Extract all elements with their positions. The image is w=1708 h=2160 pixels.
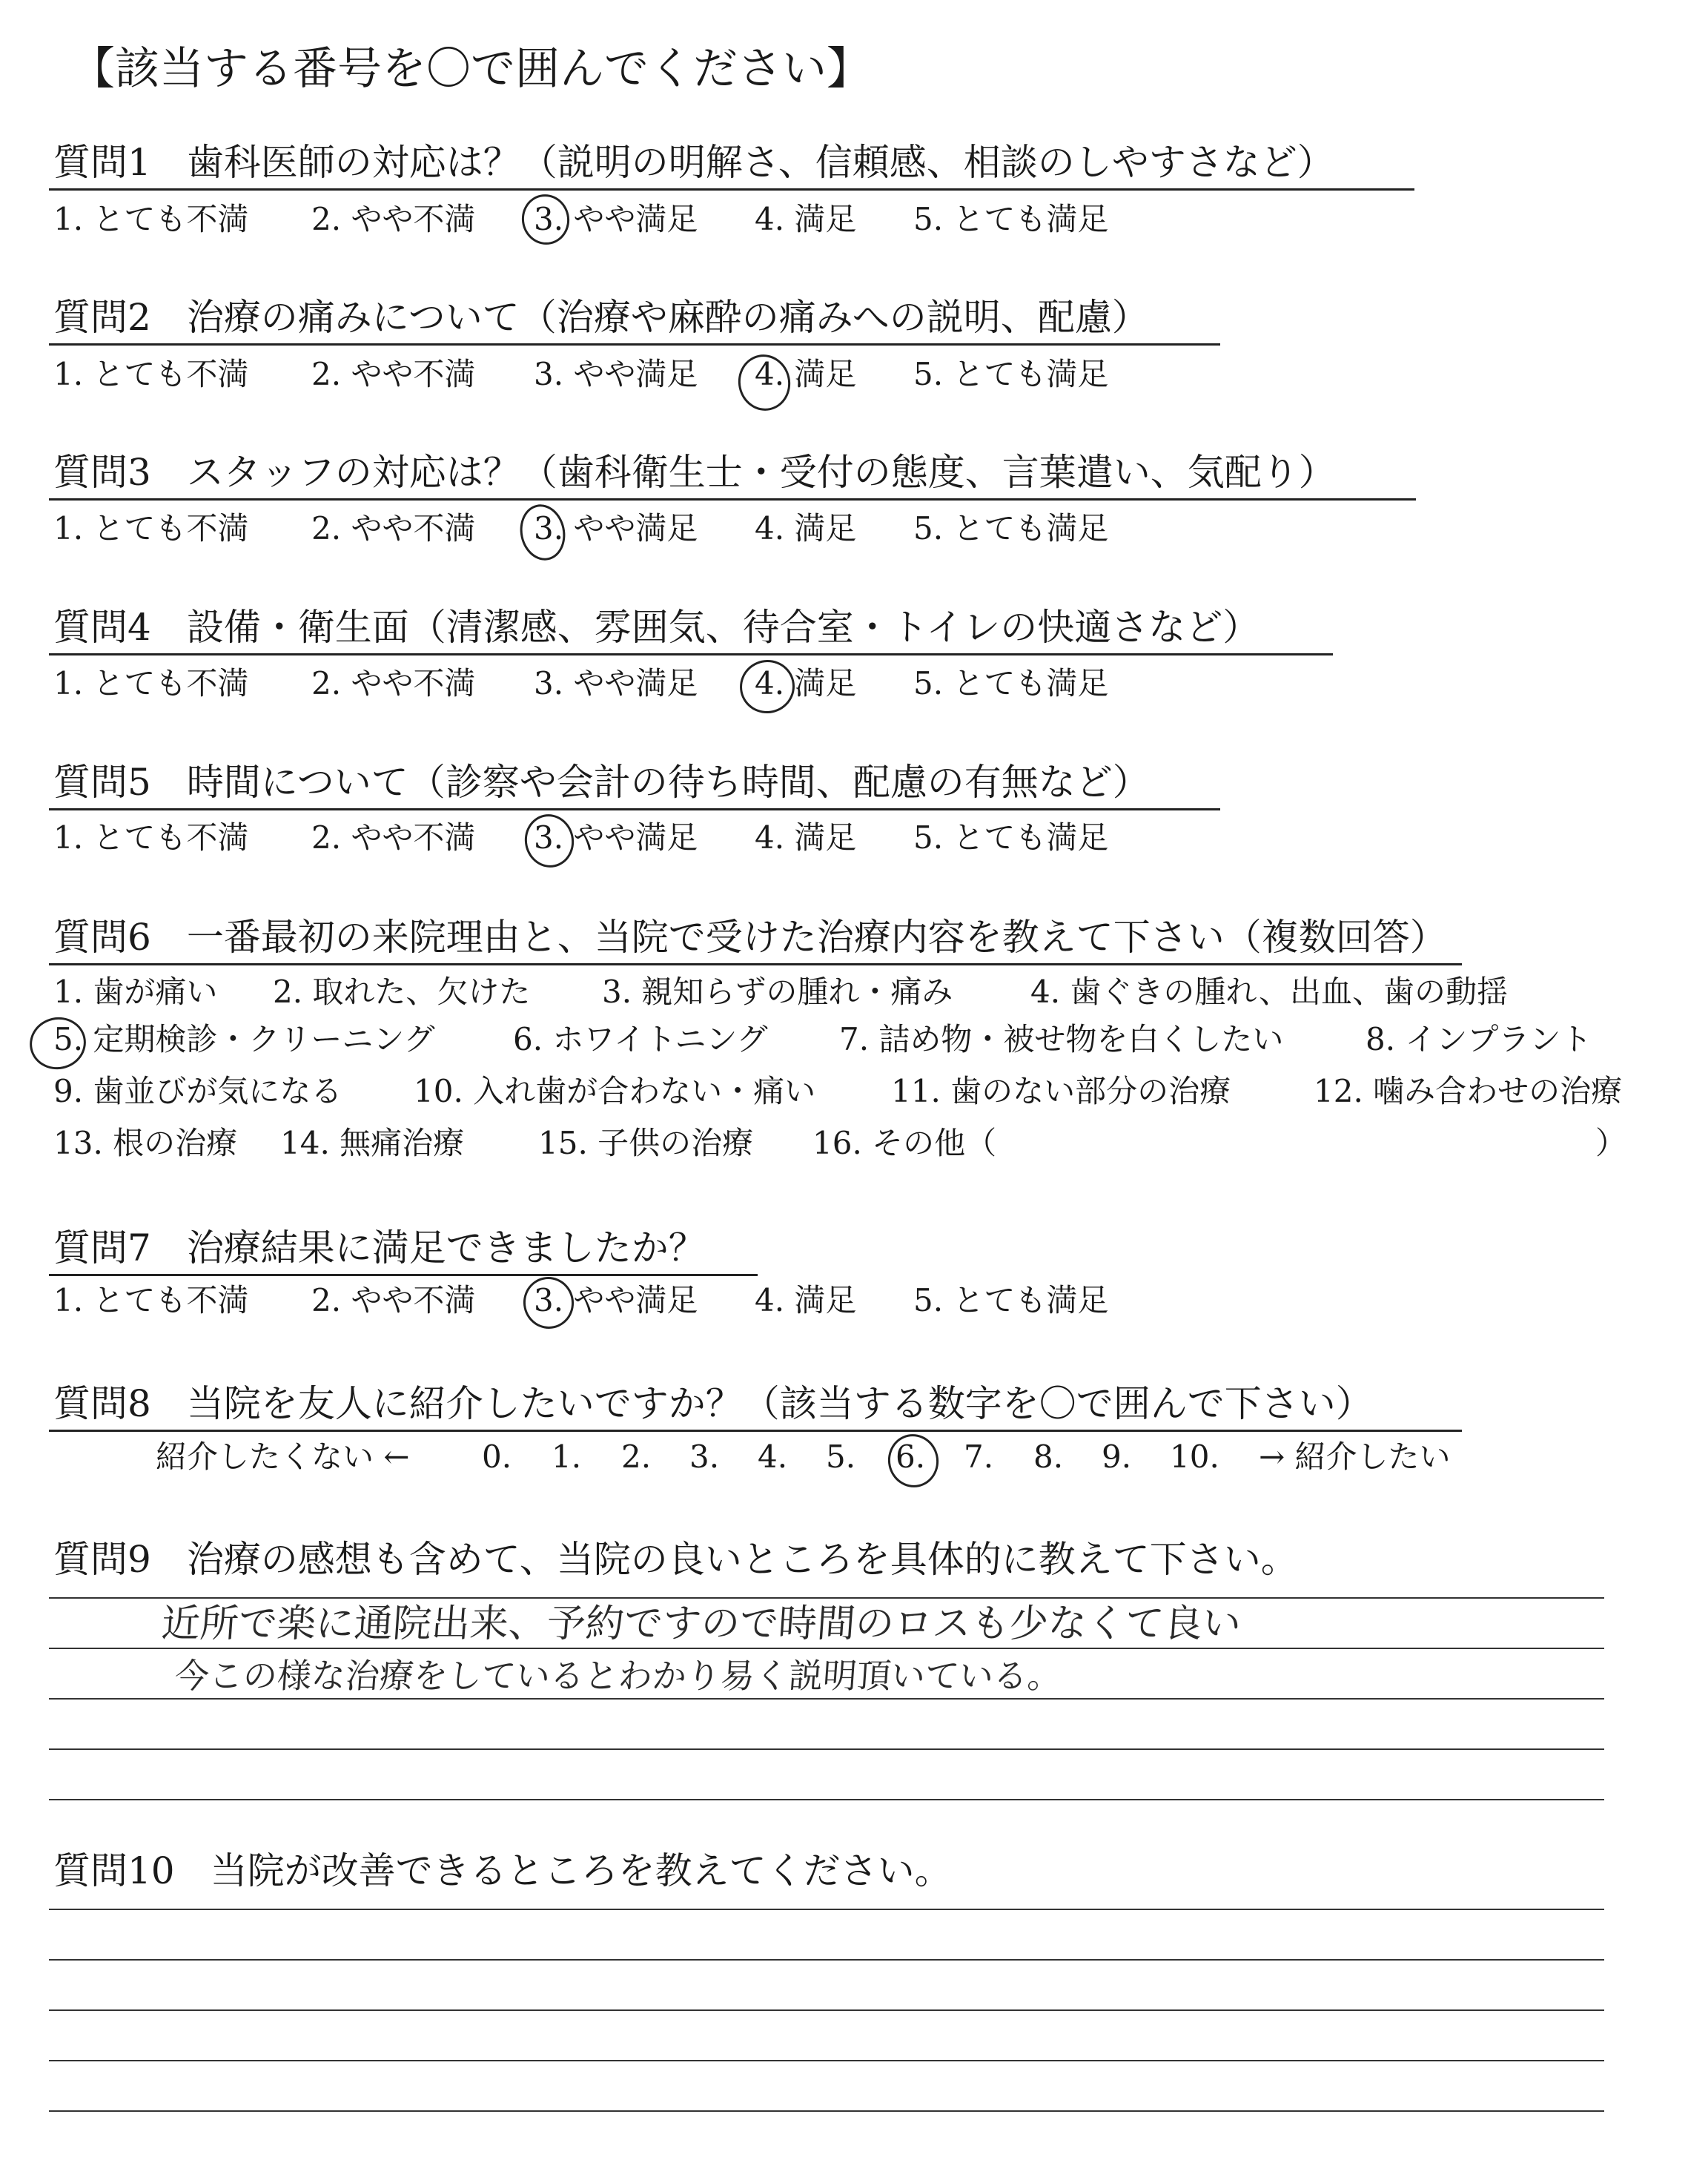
q9-handwritten-answer-2: 今この様な治療をしているとわかり易く説明頂いている。 xyxy=(173,1656,1063,1696)
question-7-underline xyxy=(49,1274,758,1276)
q8-scale-5[interactable]: 5. xyxy=(826,1439,856,1475)
question-4-text: 設備・衛生面（清潔感、雰囲気、待合室・トイレの快適さなど） xyxy=(186,606,1260,649)
q1-option-5[interactable]: 5. とても満足 xyxy=(913,201,1109,237)
q7-option-5[interactable]: 5. とても満足 xyxy=(913,1282,1109,1318)
question-1-title xyxy=(53,138,1334,187)
q8-scale-3[interactable]: 3. xyxy=(689,1439,720,1475)
q6-option-12[interactable]: 12. 噛み合わせの治療 xyxy=(1314,1073,1623,1109)
q10-answer-line-3 xyxy=(49,2009,1604,2011)
q6-option-11[interactable]: 11. 歯のない部分の治療 xyxy=(891,1073,1231,1109)
q8-scale-6[interactable]: 6. xyxy=(896,1439,926,1475)
q10-answer-line-2 xyxy=(49,1959,1604,1961)
question-3-underline xyxy=(49,498,1416,501)
q7-option-2[interactable]: 2. やや不満 xyxy=(311,1282,476,1318)
q9-answer-line-1 xyxy=(49,1597,1604,1599)
q4-option-3[interactable]: 3. やや満足 xyxy=(534,665,698,701)
q3-option-4[interactable]: 4. 満足 xyxy=(755,510,857,546)
question-1-number: 質問1 xyxy=(53,141,151,184)
q7-option-1[interactable]: 1. とても不満 xyxy=(53,1282,249,1318)
question-6-number: 質問6 xyxy=(53,916,151,959)
question-8-title xyxy=(53,1379,1373,1428)
question-9-text: 治療の感想も含めて、当院の良いところを具体的に教えて下さい。 xyxy=(186,1538,1298,1581)
q4-option-2[interactable]: 2. やや不満 xyxy=(311,665,476,701)
q10-answer-line-5 xyxy=(49,2110,1604,2112)
q8-scale-0[interactable]: 0. xyxy=(482,1439,512,1475)
q8-scale-4[interactable]: 4. xyxy=(758,1439,788,1475)
q9-answer-line-4 xyxy=(49,1748,1604,1750)
question-5-underline xyxy=(49,808,1220,810)
question-4-underline xyxy=(49,653,1333,655)
question-2-underline xyxy=(49,343,1220,346)
q3-option-1[interactable]: 1. とても不満 xyxy=(53,510,249,546)
q6-option-2[interactable]: 2. 取れた、欠けた xyxy=(273,974,531,1010)
q8-scale-7[interactable]: 7. xyxy=(964,1439,994,1475)
q1-option-2[interactable]: 2. やや不満 xyxy=(311,201,476,237)
q8-scale-1[interactable]: 1. xyxy=(552,1439,582,1475)
q8-scale-2[interactable]: 2. xyxy=(621,1439,652,1475)
q9-answer-line-3 xyxy=(49,1698,1604,1700)
q7-option-3[interactable]: 3. やや満足 xyxy=(534,1282,698,1318)
q6-option-15[interactable]: 15. 子供の治療 xyxy=(538,1125,754,1161)
question-2-title xyxy=(53,293,1149,342)
q9-handwritten-answer-1: 近所で楽に通院出来、予約ですので時間のロスも少なくて良い xyxy=(159,1602,1243,1646)
q2-option-3[interactable]: 3. やや満足 xyxy=(534,356,698,392)
q5-option-5[interactable]: 5. とても満足 xyxy=(913,819,1109,856)
q5-option-2[interactable]: 2. やや不満 xyxy=(311,819,476,856)
question-3-text: スタッフの対応は？（歯科衛生士・受付の態度、言葉遣い、気配り） xyxy=(186,451,1336,494)
q6-option-10[interactable]: 10. 入れ歯が合わない・痛い xyxy=(414,1073,816,1109)
q3-option-3[interactable]: 3. やや満足 xyxy=(534,510,698,546)
question-8-text: 当院を友人に紹介したいですか？（該当する数字を〇で囲んで下さい） xyxy=(186,1382,1373,1425)
question-10-title xyxy=(53,1846,952,1895)
q2-option-4[interactable]: 4. 満足 xyxy=(755,356,857,392)
q2-option-2[interactable]: 2. やや不満 xyxy=(311,356,476,392)
q4-option-1[interactable]: 1. とても不満 xyxy=(53,665,249,701)
q6-option-4[interactable]: 4. 歯ぐきの腫れ、出血、歯の動揺 xyxy=(1030,974,1508,1010)
question-6-underline xyxy=(49,963,1462,965)
q8-selection-circle xyxy=(883,1430,943,1493)
q4-option-5[interactable]: 5. とても満足 xyxy=(913,665,1109,701)
question-5-number: 質問5 xyxy=(53,761,151,804)
question-8-underline xyxy=(49,1430,1462,1432)
q6-option-5[interactable]: 5. 定期検診・クリーニング xyxy=(53,1021,435,1057)
q7-option-4[interactable]: 4. 満足 xyxy=(755,1282,857,1318)
question-4-number: 質問4 xyxy=(53,606,151,649)
question-1-underline xyxy=(49,188,1414,191)
question-6-title xyxy=(53,913,1447,962)
q1-option-1[interactable]: 1. とても不満 xyxy=(53,201,249,237)
question-2-number: 質問2 xyxy=(53,296,151,339)
q5-option-3[interactable]: 3. やや満足 xyxy=(534,819,698,856)
q2-option-1[interactable]: 1. とても不満 xyxy=(53,356,249,392)
q1-option-3[interactable]: 3. やや満足 xyxy=(534,201,698,237)
q10-answer-line-4 xyxy=(49,2060,1604,2061)
q6-option-1[interactable]: 1. 歯が痛い xyxy=(53,974,218,1010)
q1-option-4[interactable]: 4. 満足 xyxy=(755,201,857,237)
q9-answer-line-5 xyxy=(49,1799,1604,1800)
q6-option-16[interactable]: 16. その他（ xyxy=(812,1125,997,1161)
question-9-number: 質問9 xyxy=(53,1538,151,1581)
question-3-number: 質問3 xyxy=(53,451,151,494)
q10-answer-line-1 xyxy=(49,1909,1604,1910)
question-4-title xyxy=(53,603,1260,652)
question-5-title xyxy=(53,758,1150,807)
q5-option-1[interactable]: 1. とても不満 xyxy=(53,819,249,856)
q6-option-6[interactable]: 6. ホワイトニング xyxy=(513,1021,768,1057)
q6-option-14[interactable]: 14. 無痛治療 xyxy=(280,1125,465,1161)
question-9-title xyxy=(53,1535,1298,1584)
q4-option-4[interactable]: 4. 満足 xyxy=(755,665,857,701)
q5-option-4[interactable]: 4. 満足 xyxy=(755,819,857,856)
question-5-text: 時間について（診察や会計の待ち時間、配慮の有無など） xyxy=(186,761,1150,804)
q8-scale-9[interactable]: 9. xyxy=(1102,1439,1132,1475)
question-1-text: 歯科医師の対応は？（説明の明解さ、信頼感、相談のしやすさなど） xyxy=(186,141,1334,184)
q2-option-5[interactable]: 5. とても満足 xyxy=(913,356,1109,392)
q3-option-2[interactable]: 2. やや不満 xyxy=(311,510,476,546)
question-8-number: 質問8 xyxy=(53,1382,151,1425)
q8-scale-8[interactable]: 8. xyxy=(1033,1439,1064,1475)
survey-title: 【該当する番号を〇で囲んでください】 xyxy=(70,43,871,95)
q6-option-7[interactable]: 7. 詰め物・被せ物を白くしたい xyxy=(839,1021,1284,1057)
q3-option-5[interactable]: 5. とても満足 xyxy=(913,510,1109,546)
q6-option-3[interactable]: 3. 親知らずの腫れ・痛み xyxy=(602,974,953,1010)
q6-option-8[interactable]: 8. インプラント xyxy=(1366,1021,1592,1057)
question-7-title xyxy=(53,1223,706,1272)
q6-other-close-paren: ） xyxy=(1595,1125,1627,1161)
question-10-number: 質問10 xyxy=(53,1849,175,1892)
q9-answer-line-2 xyxy=(49,1648,1604,1649)
question-10-text: 当院が改善できるところを教えてください。 xyxy=(210,1849,952,1892)
q8-right-label: → 紹介したい xyxy=(1259,1439,1451,1475)
q8-scale-10[interactable]: 10. xyxy=(1170,1439,1219,1475)
question-7-number: 質問7 xyxy=(53,1226,151,1269)
question-2-text: 治療の痛みについて（治療や麻酔の痛みへの説明、配慮） xyxy=(186,296,1149,339)
q6-option-9[interactable]: 9. 歯並びが気になる xyxy=(53,1073,342,1109)
q8-left-label: 紹介したくない ← xyxy=(156,1439,410,1475)
question-6-text: 一番最初の来院理由と、当院で受けた治療内容を教えて下さい（複数回答） xyxy=(186,916,1447,959)
q6-option-13[interactable]: 13. 根の治療 xyxy=(53,1125,238,1161)
question-3-title xyxy=(53,448,1336,497)
question-7-text: 治療結果に満足できましたか？ xyxy=(186,1226,706,1269)
